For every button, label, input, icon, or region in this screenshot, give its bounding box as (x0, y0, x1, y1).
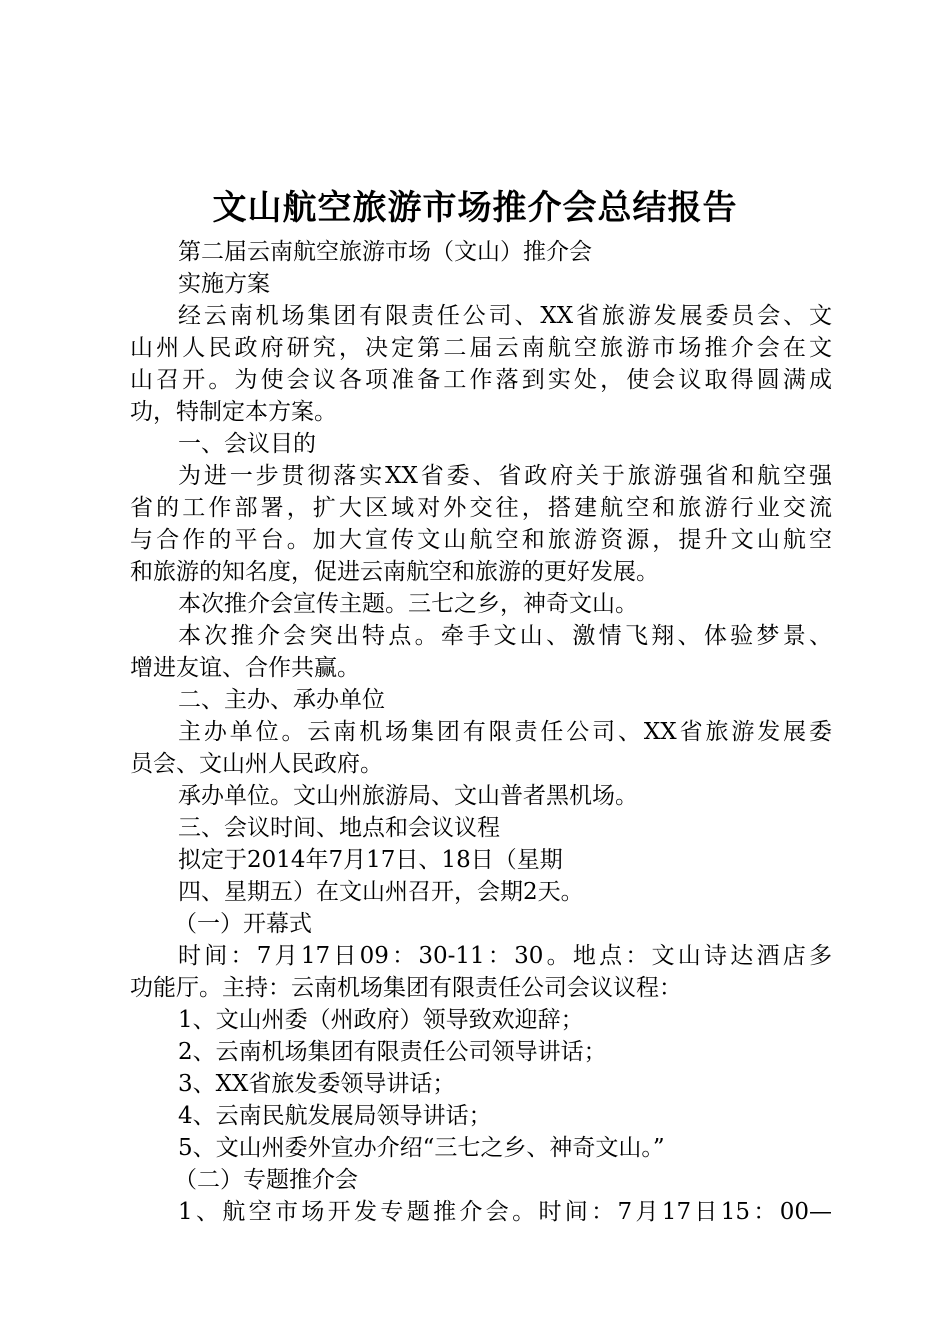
paragraph-line: 本次推介会宣传主题。三七之乡，神奇文山。 (178, 591, 638, 617)
subsection-heading: （二）专题推介会 (174, 1167, 358, 1193)
agenda-item: 5、文山州委外宣办介绍“三七之乡、神奇文山。” (178, 1135, 665, 1161)
section-heading: 二、主办、承办单位 (178, 687, 385, 713)
section-heading: 一、会议目的 (178, 431, 316, 457)
subtitle-line: 实施方案 (178, 271, 270, 297)
agenda-item: 1、文山州委（州政府）领导致欢迎辞； (178, 1007, 584, 1033)
paragraph-line: 员会、文山州人民政府。 (130, 751, 383, 777)
subtitle-line: 第二届云南航空旅游市场（文山）推介会 (178, 239, 592, 265)
paragraph-line: 与合作的平台。加大宣传文山航空和旅游资源，提升文山航空 (130, 527, 832, 553)
paragraph-line: 拟定于2014年7月17日、18日（星期 (178, 847, 563, 873)
subsection-heading: （一）开幕式 (174, 911, 312, 937)
agenda-item: 2、云南机场集团有限责任公司领导讲话； (178, 1039, 607, 1065)
paragraph-line: 时间：7月17日09：30-11：30。地点：文山诗达酒店多 (178, 943, 832, 969)
section-heading: 三、会议时间、地点和会议议程 (178, 815, 500, 841)
paragraph-line: 和旅游的知名度，促进云南航空和旅游的更好发展。 (130, 559, 659, 585)
paragraph-line: 功，特制定本方案。 (130, 399, 337, 425)
paragraph-line: 山州人民政府研究，决定第二届云南航空旅游市场推介会在文 (130, 335, 832, 361)
paragraph-line: 1、航空市场开发专题推介会。时间：7月17日15：00— (178, 1199, 832, 1225)
paragraph-line: 省的工作部署，扩大区域对外交往，搭建航空和旅游行业交流 (130, 495, 832, 521)
agenda-item: 4、云南民航发展局领导讲话； (178, 1103, 492, 1129)
paragraph-line: 经云南机场集团有限责任公司、XX省旅游发展委员会、文 (178, 303, 832, 329)
document-title: 文山航空旅游市场推介会总结报告 (212, 188, 738, 228)
paragraph-line: 山召开。为使会议各项准备工作落到实处，使会议取得圆满成 (130, 367, 832, 393)
paragraph-line: 本次推介会突出特点。牵手文山、激情飞翔、体验梦景、 (178, 623, 832, 649)
agenda-item: 3、XX省旅发委领导讲话； (178, 1071, 456, 1097)
paragraph-line: 四、星期五）在文山州召开，会期2天。 (178, 879, 584, 905)
document-body (130, 236, 832, 1228)
paragraph-line: 为进一步贯彻落实XX省委、省政府关于旅游强省和航空强 (178, 463, 832, 489)
paragraph-line: 功能厅。主持：云南机场集团有限责任公司会议议程： (130, 975, 682, 1001)
paragraph-line: 增进友谊、合作共赢。 (130, 655, 360, 681)
paragraph-line: 主办单位。云南机场集团有限责任公司、XX省旅游发展委 (178, 719, 832, 745)
paragraph-line: 承办单位。文山州旅游局、文山普者黑机场。 (178, 783, 638, 809)
